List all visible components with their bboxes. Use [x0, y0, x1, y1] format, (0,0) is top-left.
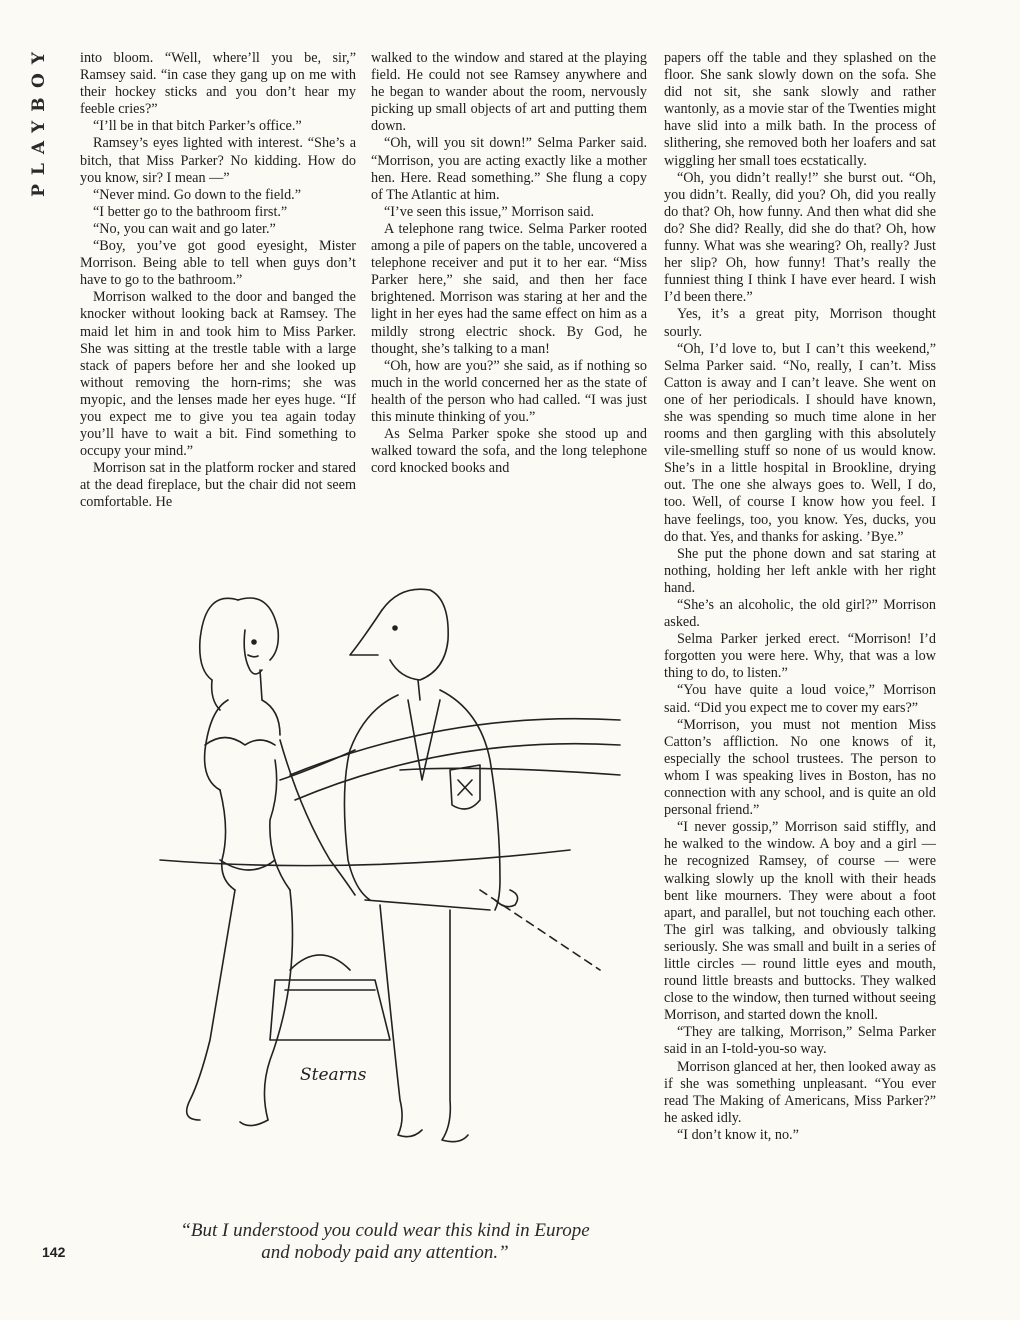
paragraph: Selma Parker jerked erect. “Morrison! I’d forgotten you were here. Why, that was a low thing to do, to listen.”	[664, 631, 936, 682]
paragraph: As Selma Parker spoke she stood up and walked toward the sofa, and the long telephone cord knocked books and	[371, 426, 647, 477]
paragraph: walked to the window and stared at the playing field. He could not see Ramsey anywhere and he began to wander about the room, nervously picking up small objects of art and putting them down.	[371, 50, 647, 135]
paragraph: “I never gossip,” Morrison said stiffly, and he walked to the window. A boy and a girl — he recognized Ramsey, of course — were walking slowly up the knoll with their heads bent like mourners. They were about a foot apart, and parallel, but not touching each other. The girl was talking, and obviously talking seriously. She was small and built in a series of little circles — round little eyes and mouth, round little breasts and buttocks. They walked close to the window, then turned without seeing Morrison, and started down the knoll.	[664, 819, 936, 1024]
paragraph: Ramsey’s eyes lighted with interest. “She’s a bitch, that Miss Parker? No kidding. How do you know, sir? I mean —”	[80, 135, 356, 186]
handbag	[270, 955, 390, 1040]
paragraph: “I better go to the bathroom first.”	[93, 203, 288, 220]
paragraph: She put the phone down and sat staring at nothing, holding her left ankle with her right hand.	[664, 545, 936, 596]
paragraph: “I’ll be in that bitch Parker’s office.”	[93, 118, 302, 135]
cartoon-caption: “But I understood you could wear this kind in Europe and nobody paid any attention.”	[180, 1220, 590, 1263]
paragraph: “Never mind. Go down to the field.”	[93, 186, 302, 203]
page-number: 142	[42, 1244, 66, 1260]
paragraph: “Oh, will you sit down!” Selma Parker said. “Morrison, you are acting exactly like a mother hen. Here. Read something.” She flung a copy of The Atlantic at him.	[371, 135, 647, 203]
paragraph: Morrison walked to the door and banged the knocker without looking back at Ramsey. The maid let him in and took him to Miss Parker. She was sitting at the trestle table with a large stack of papers before her and she looked up without removing the horn-rims; she was myopic, and the lenses made her eyes huge. “If you expect me to give you tea again today you’ll have to wait a bit. Find something to occupy your mind.”	[80, 289, 356, 460]
sofa-edge	[400, 768, 620, 775]
paragraph: “Oh, you didn’t really!” she burst out. “Oh, you didn’t. Really, did you? Oh, did you really do that? Oh, how funny. And then what did she do? She did? Really, did she do that? Oh, how funny. What was she wearing? Oh, really? Just her slip? Oh, how funny! That’s really the funniest thing I think I have ever heard. I wish I’d been there.”	[664, 169, 936, 306]
paragraph: Yes, it’s a great pity, Morrison thought sourly.	[664, 306, 936, 340]
artist-signature: Stearns	[300, 1065, 367, 1085]
paragraph: “I don’t know it, no.”	[677, 1126, 799, 1143]
sofa-outline	[290, 719, 620, 775]
paragraph: “No, you can wait and go later.”	[93, 220, 276, 237]
magazine-name-sidebar	[24, 40, 54, 200]
paragraph: “I’ve seen this issue,” Morrison said.	[384, 203, 595, 220]
paragraph: into bloom. “Well, where’ll you be, sir,” Ramsey said. “in case they gang up on me with their hockey sticks and you don’t hear my feeble cries?”	[80, 50, 356, 118]
paragraph: “Oh, I’d love to, but I can’t this weekend,” Selma Parker said. “No, really, I can’t. Miss Catton is away and I can’t leave. She went on one of her periodicals. I should have known, she was spending so much time alone in her rooms and then gargling with this absolutely vile-smelling stuff so none of us would know. She’s in a little hospital in Brookline, drying out. The one she always goes to. Well, I do, too. Well, of course I know how you feel. I have feelings, too, you know. Yes, ducks, you do that. Yes, and thanks for asking. ’Bye.”	[664, 340, 936, 545]
paragraph: “She’s an alcoholic, the old girl?” Morrison asked.	[664, 597, 936, 631]
paragraph: Morrison sat in the platform rocker and stared at the dead fireplace, but the chair did not seem comfortable. He	[80, 460, 356, 511]
woman-figure	[187, 598, 355, 1126]
paragraph: “You have quite a loud voice,” Morrison said. “Did you expect me to cover my ears?”	[664, 682, 936, 716]
paragraph: A telephone rang twice. Selma Parker rooted among a pile of papers on the table, uncovered a telephone receiver and put it to her ear. “Miss Parker here,” she said, and then her face brightened. Morrison was staring at her and the light in her eyes had the same effect on him as a mildly strong electric shock. By God, he thought, she’s talking to a man!	[371, 220, 647, 357]
paragraph: “They are talking, Morrison,” Selma Parker said in an I-told-you-so way.	[664, 1024, 936, 1058]
cartoon-illustration	[150, 560, 630, 1210]
paragraph: “Boy, you’ve got good eyesight, Mister Morrison. Being able to tell when guys don’t have to go to the bathroom.”	[80, 238, 356, 289]
text-column-1	[80, 50, 356, 512]
text-column-2	[371, 50, 647, 477]
paragraph: papers off the table and they splashed on the floor. She sank slowly down on the sofa. She did not sit, she sank slowly and rather wantonly, as a movie star of the Twenties might have slid into a milk bath. In the process of slithering, she removed both her loafers and sat wiggling her small toes ecstatically.	[664, 50, 936, 169]
magazine-name: PLAYBOY	[29, 43, 49, 197]
paragraph: “Oh, how are you?” she said, as if nothing so much in the world concerned her as the state of health of the person who had called. “I was just this minute thinking of you.”	[371, 357, 647, 425]
paragraph: “Morrison, you must not mention Miss Catton’s affliction. No one knows of it, especially the school trustees. The person to whom I was speaking lives in Boston, has no connection with any school, and is quite an old personal friend.”	[664, 716, 936, 819]
paragraph: Morrison glanced at her, then looked away as if she was something unpleasant. “You ever read The Making of Americans, Miss Parker?” he asked idly.	[664, 1058, 936, 1126]
text-column-3	[664, 50, 936, 1144]
